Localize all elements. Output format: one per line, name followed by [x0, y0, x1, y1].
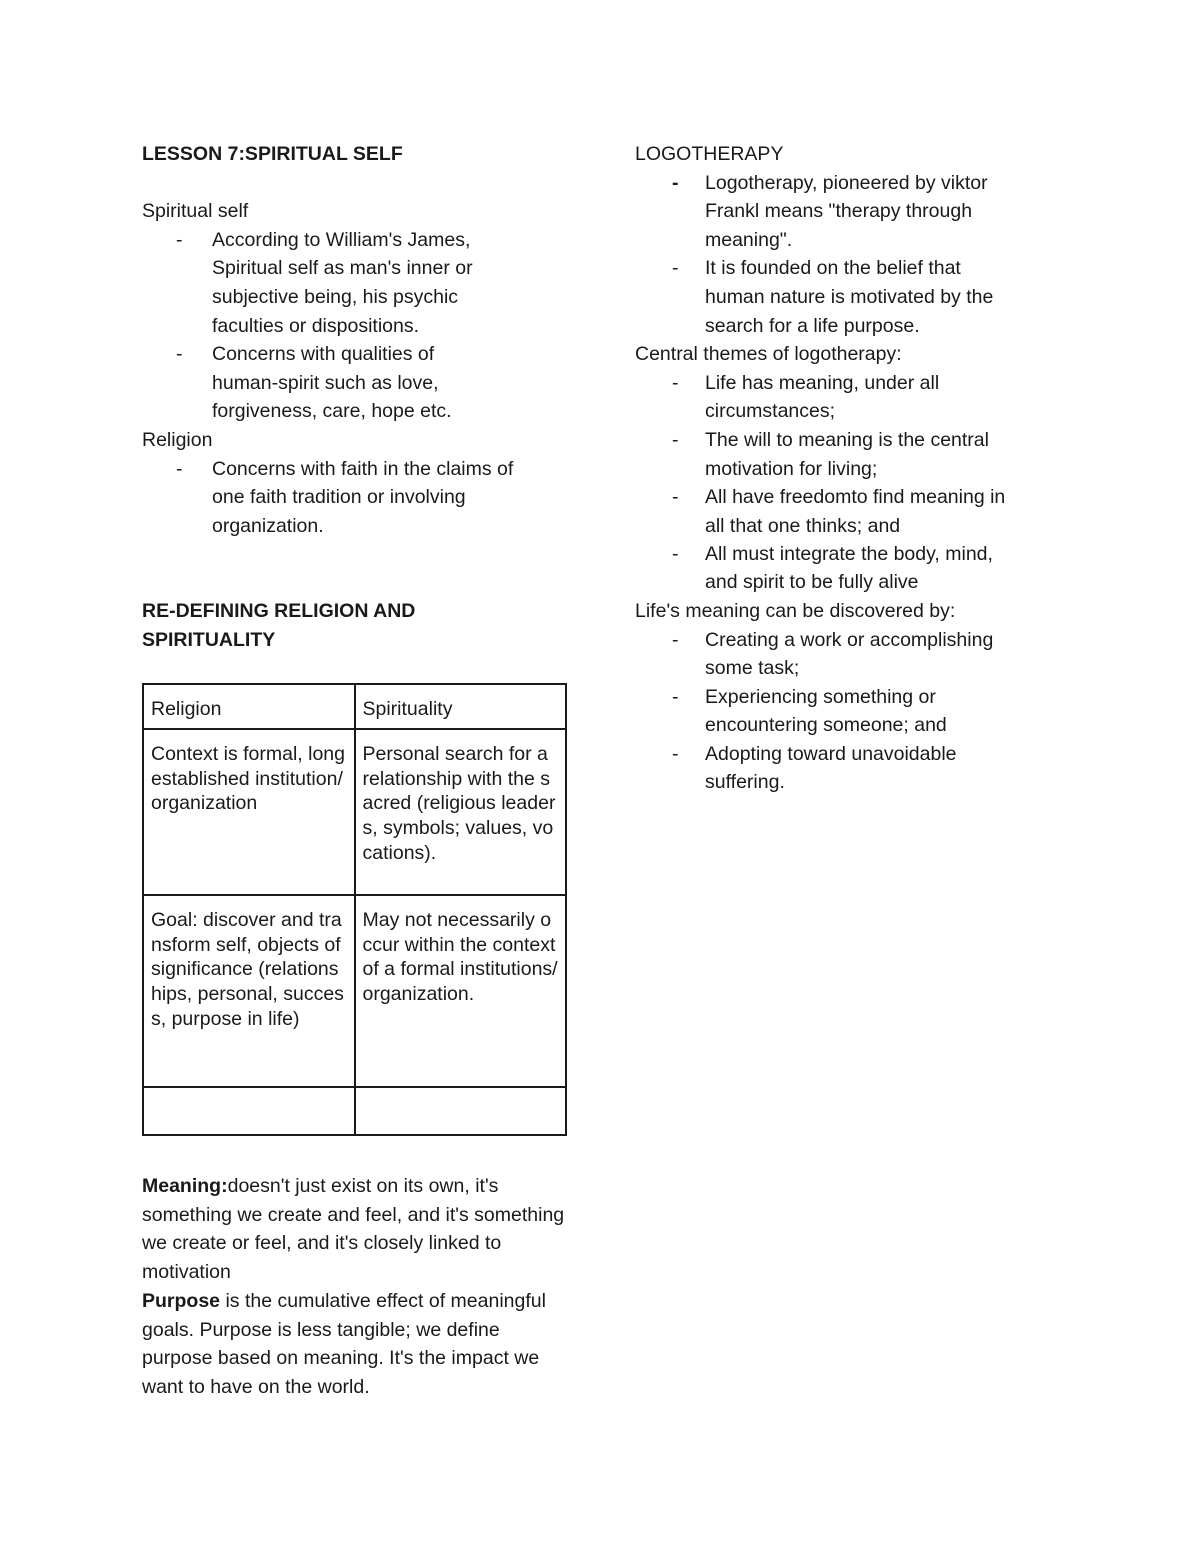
bullet-line: encountering someone; and: [705, 714, 947, 736]
religion-heading: Religion: [142, 429, 213, 451]
table-row: [143, 1087, 566, 1135]
bullet-line: search for a life purpose.: [705, 315, 920, 337]
table-row: [143, 729, 566, 895]
bullet-dash: -: [672, 686, 679, 708]
table-header-row: [143, 684, 566, 729]
purpose-label: Purpose: [142, 1290, 221, 1312]
bullet-line: Creating a work or accomplishing: [705, 629, 994, 651]
bullet-line: circumstances;: [705, 400, 836, 422]
central-themes-heading: Central themes of logotherapy:: [635, 343, 902, 365]
bullet-dash: -: [176, 343, 183, 365]
bullet-line: All have freedomto find meaning in: [705, 486, 1006, 508]
purpose-paragraph: [142, 1287, 572, 1401]
bullet-dash: -: [672, 172, 679, 194]
bullet-line: Concerns with qualities of: [212, 343, 435, 365]
religion-spirituality-table: [142, 683, 567, 1136]
bullet-line: motivation for living;: [705, 458, 878, 480]
redefining-heading-line-1: RE-DEFINING RELIGION AND: [142, 600, 416, 622]
bullet-line: According to William's James,: [212, 229, 471, 251]
meaning-text: doesn't just exist on its own, it's something we create and feel, and it's something we create or feel, and it's closely linked to motivation: [142, 1175, 565, 1283]
table-cell: Goal: discover and transform self, objects of significance (relationships, personal, success, purpose in life): [143, 895, 355, 1087]
meaning-paragraph: [142, 1172, 572, 1286]
table-cell: May not necessarily occur within the context of a formal institutions/organization.: [355, 895, 567, 1087]
bullet-line: faculties or dispositions.: [212, 315, 420, 337]
bullet-line: forgiveness, care, hope etc.: [212, 400, 452, 422]
bullet-dash: -: [672, 429, 679, 451]
bullet-line: Frankl means "therapy through: [705, 200, 973, 222]
table-cell: [143, 1087, 355, 1135]
lesson-title: LESSON 7:SPIRITUAL SELF: [142, 143, 403, 165]
bullet-line: human-spirit such as love,: [212, 372, 439, 394]
bullet-dash: -: [672, 629, 679, 651]
purpose-text: is the cumulative effect of meaningful goals. Purpose is less tangible; we define purpose based on meaning. It's the impact we want to have on the world.: [142, 1290, 546, 1398]
bullet-dash: -: [672, 543, 679, 565]
bullet-line: Logotherapy, pioneered by viktor: [705, 172, 988, 194]
bullet-dash: -: [672, 486, 679, 508]
discovered-heading: Life's meaning can be discovered by:: [635, 600, 956, 622]
bullet-line: Experiencing something or: [705, 686, 936, 708]
bullet-line: subjective being, his psychic: [212, 286, 459, 308]
bullet-line: human nature is motivated by the: [705, 286, 994, 308]
bullet-line: all that one thinks; and: [705, 515, 901, 537]
bullet-line: and spirit to be fully alive: [705, 571, 919, 593]
redefining-heading-line-2: SPIRITUALITY: [142, 629, 276, 651]
bullet-line: The will to meaning is the central: [705, 429, 989, 451]
table-header-religion: Religion: [143, 684, 355, 729]
meaning-label: Meaning:: [142, 1175, 228, 1197]
table-cell: [355, 1087, 567, 1135]
bullet-dash: -: [672, 257, 679, 279]
bullet-line: one faith tradition or involving: [212, 486, 466, 508]
bullet-line: organization.: [212, 515, 324, 537]
table-cell: Personal search for a relationship with the sacred (religious leaders, symbols; values, vocations).: [355, 729, 567, 895]
bullet-line: Adopting toward unavoidable: [705, 743, 957, 765]
bullet-line: meaning".: [705, 229, 793, 251]
bullet-line: It is founded on the belief that: [705, 257, 961, 279]
bullet-line: Life has meaning, under all: [705, 372, 940, 394]
bullet-line: Spiritual self as man's inner or: [212, 257, 473, 279]
bullet-line: All must integrate the body, mind,: [705, 543, 993, 565]
bullet-dash: -: [176, 458, 183, 480]
table-header-spirituality: Spirituality: [355, 684, 567, 729]
bullet-line: Concerns with faith in the claims of: [212, 458, 514, 480]
bullet-dash: -: [672, 372, 679, 394]
spiritual-self-heading: Spiritual self: [142, 200, 249, 222]
bullet-dash: -: [672, 743, 679, 765]
table-cell: Context is formal, long established institution/organization: [143, 729, 355, 895]
bullet-line: some task;: [705, 657, 800, 679]
logotherapy-title: LOGOTHERAPY: [635, 143, 784, 165]
bullet-line: suffering.: [705, 771, 785, 793]
table-row: [143, 895, 566, 1087]
bullet-dash: -: [176, 229, 183, 251]
